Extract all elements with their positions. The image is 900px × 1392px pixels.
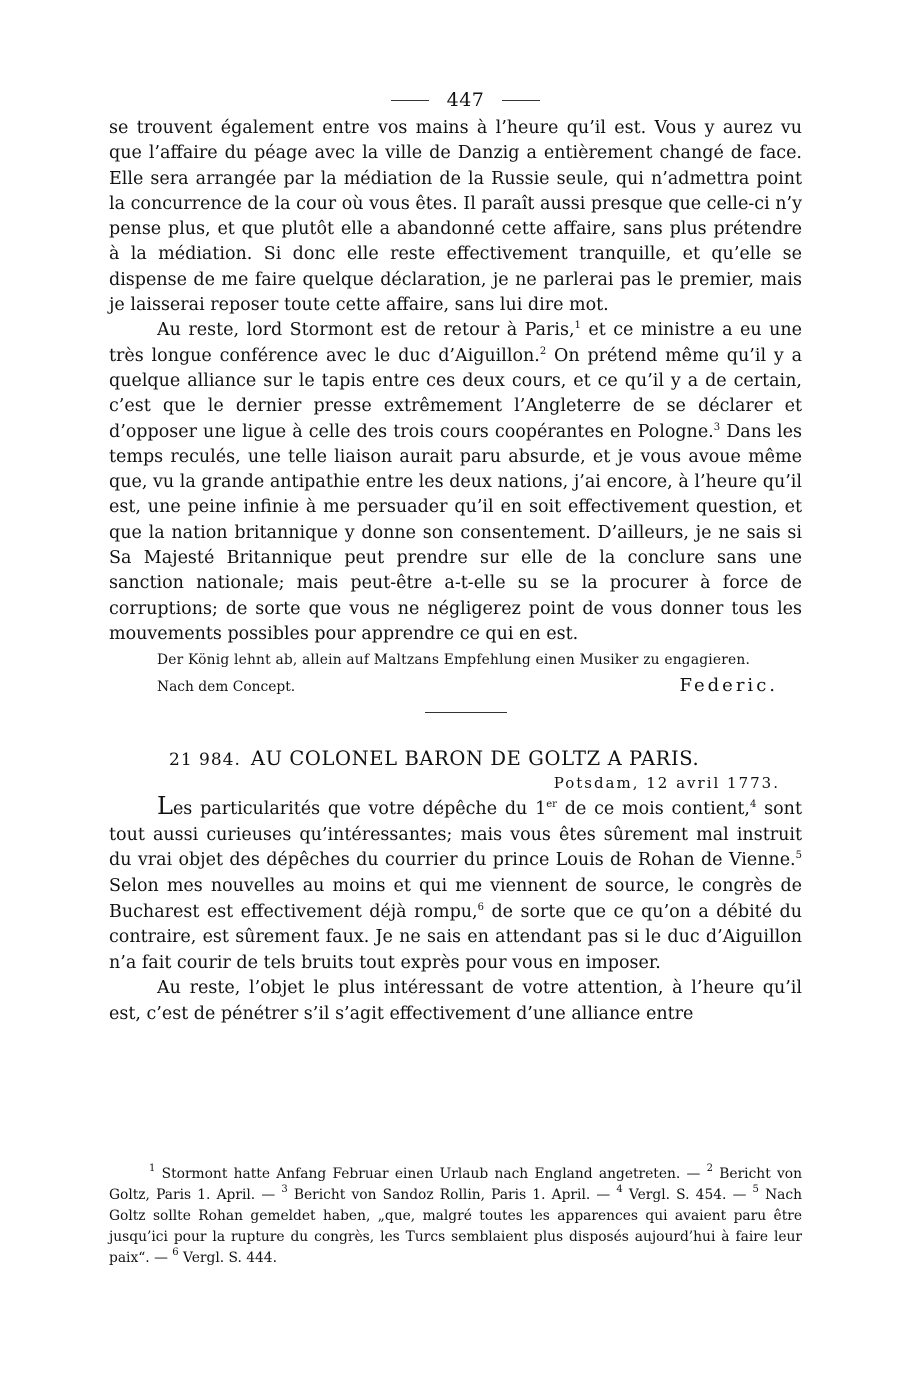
text-segment: es particularités que votre dépêche du 1 [172, 799, 547, 820]
text-segment: et ce ministre a eu une très longue conférence avec le duc d’Aiguillon. [109, 320, 802, 366]
footnote-ref-2: 2 [539, 345, 547, 357]
footnote-ref-3: 3 [713, 421, 721, 433]
footnote-ref-1: 1 [574, 320, 581, 332]
letter-heading [109, 747, 802, 770]
header-rule-right [502, 100, 540, 101]
footnote-marker-4: 4 [616, 1184, 623, 1195]
section-separator [425, 712, 507, 713]
footnote-text-6: Vergl. S. 444. [178, 1250, 277, 1266]
header-rule-left [391, 100, 429, 101]
footnote-marker-6: 6 [172, 1247, 179, 1258]
closing-line [109, 675, 802, 696]
ordinal-suffix: er [546, 799, 557, 811]
footnote-text-4: Vergl. S. 454. — [622, 1187, 753, 1203]
text-segment: On prétend même qu’il y a quelque alliance sur le tapis entre ces deux cours, et ce qu’il y a de certain, c’est que le dernier presse extrêmement l’Angleterre de se déclarer et d’opposer une ligue à celle des trois cours coopérantes en Pologne. [109, 345, 803, 442]
text-segment: Au reste, lord Stormont est de retour à Paris, [157, 320, 575, 341]
footnote-ref-4: 4 [750, 799, 757, 811]
footnote-text-1: Stormont hatte Anfang Februar einen Urlaub nach England angetreten. — [155, 1166, 707, 1182]
editorial-summary: Der König lehnt ab, allein auf Maltzans Empfehlung einen Musiker zu engagieren. [157, 652, 751, 669]
running-head [129, 84, 802, 116]
footnotes [109, 1164, 802, 1269]
page-body [109, 84, 802, 1028]
text-segment: de ce mois contient, [556, 799, 750, 820]
text-segment: Selon mes nouvelles au moins et qui me viennent de source, le congrès de Bucharest est effectivement déjà rompu, [109, 876, 802, 922]
letter-paragraph-2: Au reste, l’objet le plus intéressant de votre attention, à l’heure qu’il est, c’est de pénétrer s’il s’agit effectivement d’une alliance entre [109, 978, 802, 1024]
footnote-text-3: Bericht von Sandoz Rollin, Paris 1. April. — [287, 1187, 617, 1203]
source-note: Nach dem Concept. [157, 679, 296, 696]
footnote-ref-5: 5 [795, 850, 802, 862]
paragraph-continuation: se trouvent également entre vos mains à l’heure qu’il est. Vous y aurez vu que l’affaire du péage avec la ville de Danzig a entièrement changé de face. Elle sera arrangée par la médiation de la Russie seule, qui n’admettra point la concurrence de la cour où vous êtes. Il paraît aussi presque que celle-ci n’y pense plus, et que plutôt elle a abandonné cette affaire, sans plus prétendre à la médiation. Si donc elle reste effectivement tranquille, et qu’elle se dispense de me faire quelque déclaration, je ne parlerai pas le premier, mais je laisserai reposer toute cette affaire, sans lui dire mot. [109, 118, 802, 316]
letter-dateline: Potsdam, 12 avril 1773. [553, 774, 780, 793]
paragraph-stormont [109, 318, 802, 647]
footnote-text-2: Bericht von Goltz, Paris 1. April. — [109, 1166, 802, 1203]
footnote-marker-1: 1 [149, 1163, 156, 1174]
drop-capital: L [157, 792, 173, 821]
signature: Federic. [679, 675, 778, 697]
text-segment: de sorte que ce qu’on a débité du contraire, est sûrement faux. Je ne sais en attendant pas si le duc d’Aiguillon n’a fait courir de tels bruits tout exprès pour vous en imposer. [109, 901, 802, 973]
footnote-text-5: Nach Goltz sollte Rohan gemeldet haben, „que, malgré toutes les apparences qui avaient paru être jusqu’ici pour la rupture du congrès, les Turcs semblaient plus disposés aujourd’hui à faire leur paix“. — [109, 1187, 802, 1266]
letter-number: 21 984. [169, 750, 241, 771]
text-segment: Dans les temps reculés, une telle liaison aurait paru absurde, et je vous avoue même que, vu la grande antipathie entre les deux nations, j’ai encore, à l’heure qu’il est, une peine infinie à me persuader qu’il en soit effectivement question, et que la nation britannique y donne son consentement. D’ailleurs, je ne sais si Sa Majesté Britannique peut prendre sur elle de la conclure sans une sanction nationale; mais peut-être a-t-elle su se la procurer à force de corruptions; de sorte que vous ne négligerez point de vous donner tous les mouvements possibles pour apprendre ce qui en est. [109, 421, 802, 644]
letter-body [109, 794, 802, 1027]
text-segment: sont tout aussi curieuses qu’intéressantes; mais vous êtes sûrement mal instruit du vrai objet des dépêches du courrier du prince Louis de Rohan de Vienne. [109, 799, 802, 871]
footnote-marker-2: 2 [706, 1163, 713, 1174]
page-number: 447 [446, 89, 485, 111]
footnote-marker-5: 5 [752, 1184, 759, 1195]
footnote-ref-6: 6 [477, 901, 484, 913]
letter-title: AU COLONEL BARON DE GOLTZ A PARIS. [250, 747, 700, 771]
footnote-block [109, 1164, 802, 1269]
letter-paragraph-1 [109, 794, 802, 976]
footnote-marker-3: 3 [281, 1184, 288, 1195]
